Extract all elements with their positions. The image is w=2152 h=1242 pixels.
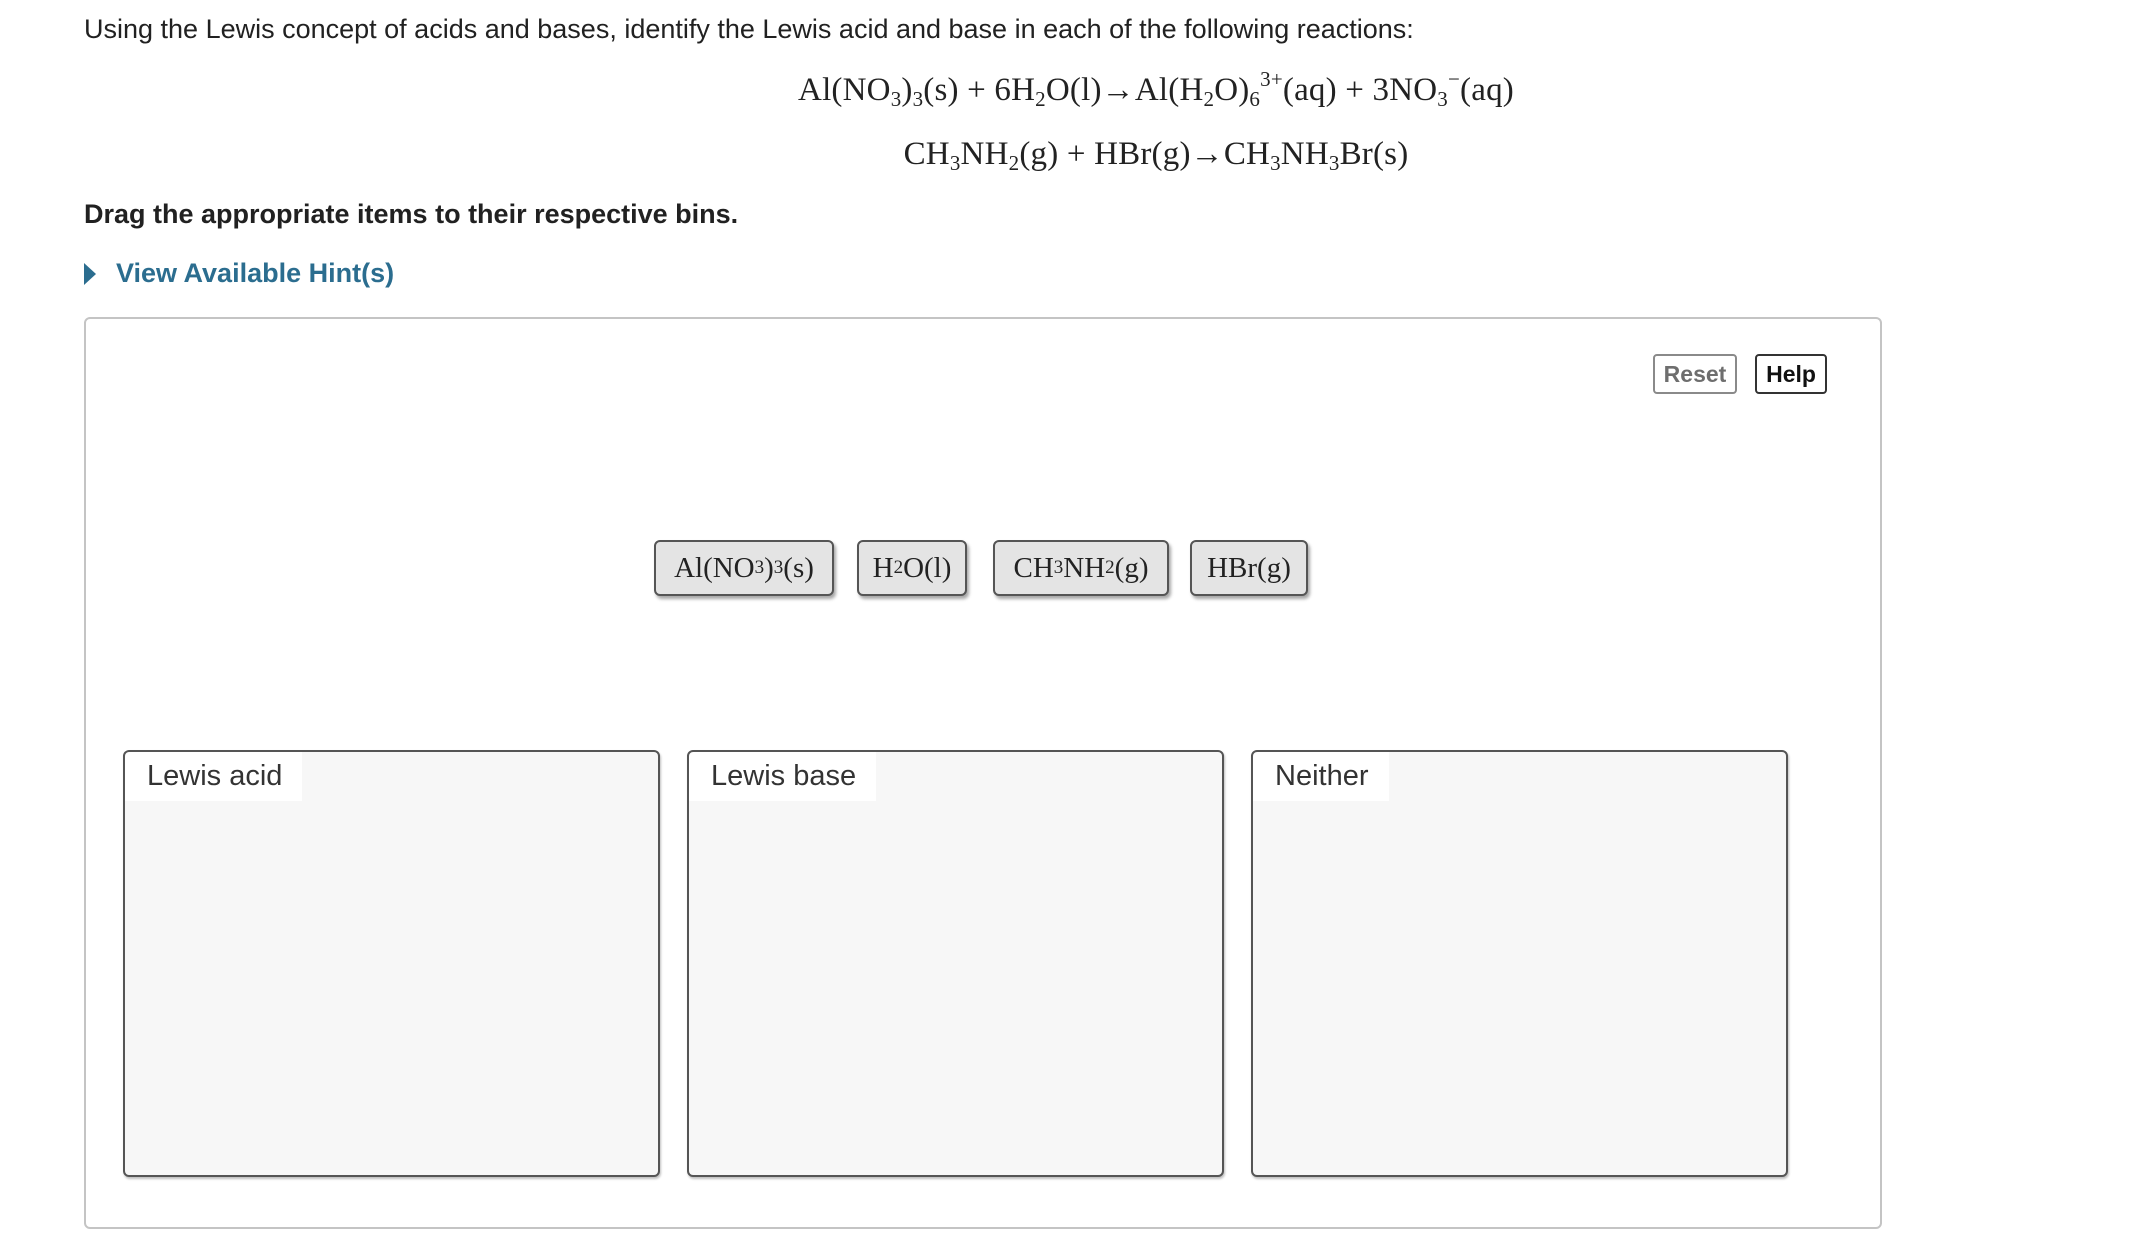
question-text: Using the Lewis concept of acids and bases, identify the Lewis acid and base in each of the following reactions: — [84, 14, 1414, 44]
drag-item-aluminum-nitrate[interactable]: Al(NO 3 ) 3 (s) — [654, 540, 834, 596]
instruction-text: Drag the appropriate items to their respective bins. — [84, 199, 739, 229]
bin-label: Lewis acid — [125, 752, 302, 801]
bin-lewis-base[interactable] — [687, 750, 1224, 1177]
drag-item-methylamine[interactable]: CH 3 NH 2 (g) — [993, 540, 1169, 596]
bin-label: Lewis base — [689, 752, 876, 801]
bin-neither[interactable] — [1251, 750, 1788, 1177]
bin-label: Neither — [1253, 752, 1389, 801]
reset-button[interactable]: Reset — [1653, 354, 1737, 394]
reaction-equation-1: $Al(NO_3)_3(s) + 6H_2O(l)\to Al(H_2O)_6^{3+}(aq) + 3NO_3^-(aq)$ — [798, 67, 1514, 111]
view-hints-label: View Available Hint(s) — [116, 258, 395, 288]
drag-item-water[interactable]: H 2 O(l) — [857, 540, 967, 596]
drag-item-hydrogen-bromide[interactable]: HBr(g) — [1190, 540, 1308, 596]
bin-lewis-acid[interactable] — [123, 750, 660, 1177]
view-hints-toggle[interactable] — [84, 258, 394, 289]
triangle-right-icon — [84, 263, 96, 285]
reaction-equation-2: $CH_3NH_2(g) + HBr(g)\to CH_3NH_3Br(s)$ — [903, 136, 1409, 175]
help-button[interactable]: Help — [1755, 354, 1827, 394]
drag-drop-panel — [84, 317, 1882, 1229]
